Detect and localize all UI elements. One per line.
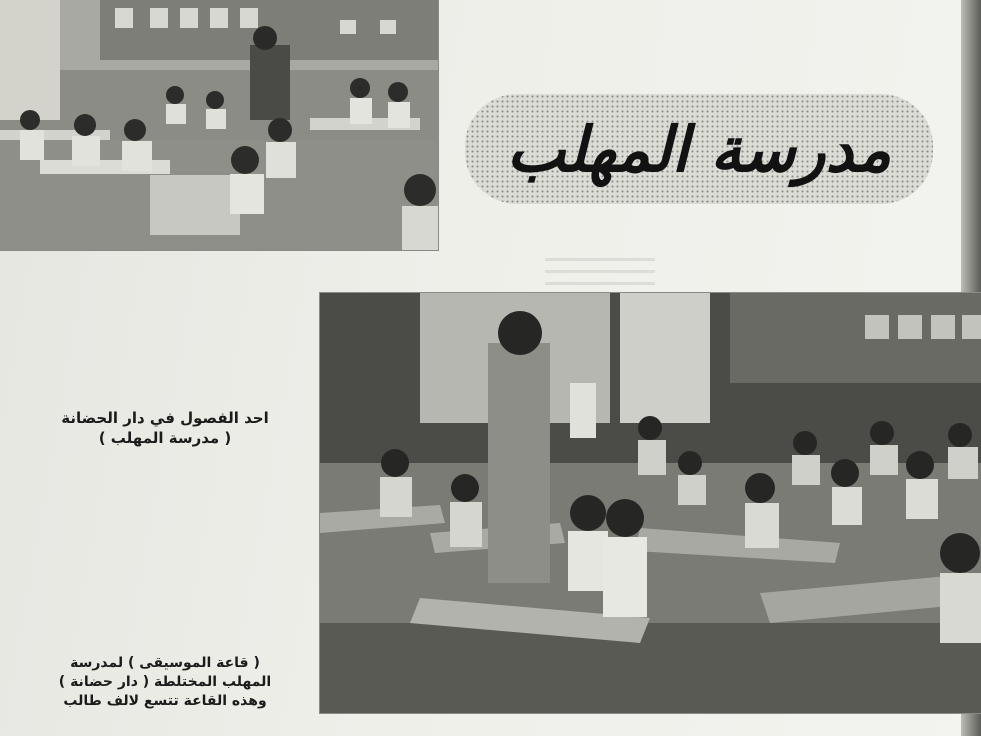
caption-line: المهلب المختلطة ( دار حضانة ) <box>58 673 272 690</box>
music-hall-caption <box>40 654 290 711</box>
caption-line: ( قاعة الموسيقى ) لمدرسة <box>70 655 260 671</box>
page-title: مدرسة المهلب <box>506 112 892 186</box>
caption-line: احد الفصول في دار الحضانة <box>61 409 269 427</box>
classroom-photo-top <box>0 0 438 250</box>
caption-line: وهذه القاعة تتسع لالف طالب <box>63 692 267 709</box>
caption-line: ( مدرسة المهلب ) <box>98 429 232 448</box>
music-hall-photo <box>320 293 981 713</box>
classroom-caption <box>40 408 290 449</box>
